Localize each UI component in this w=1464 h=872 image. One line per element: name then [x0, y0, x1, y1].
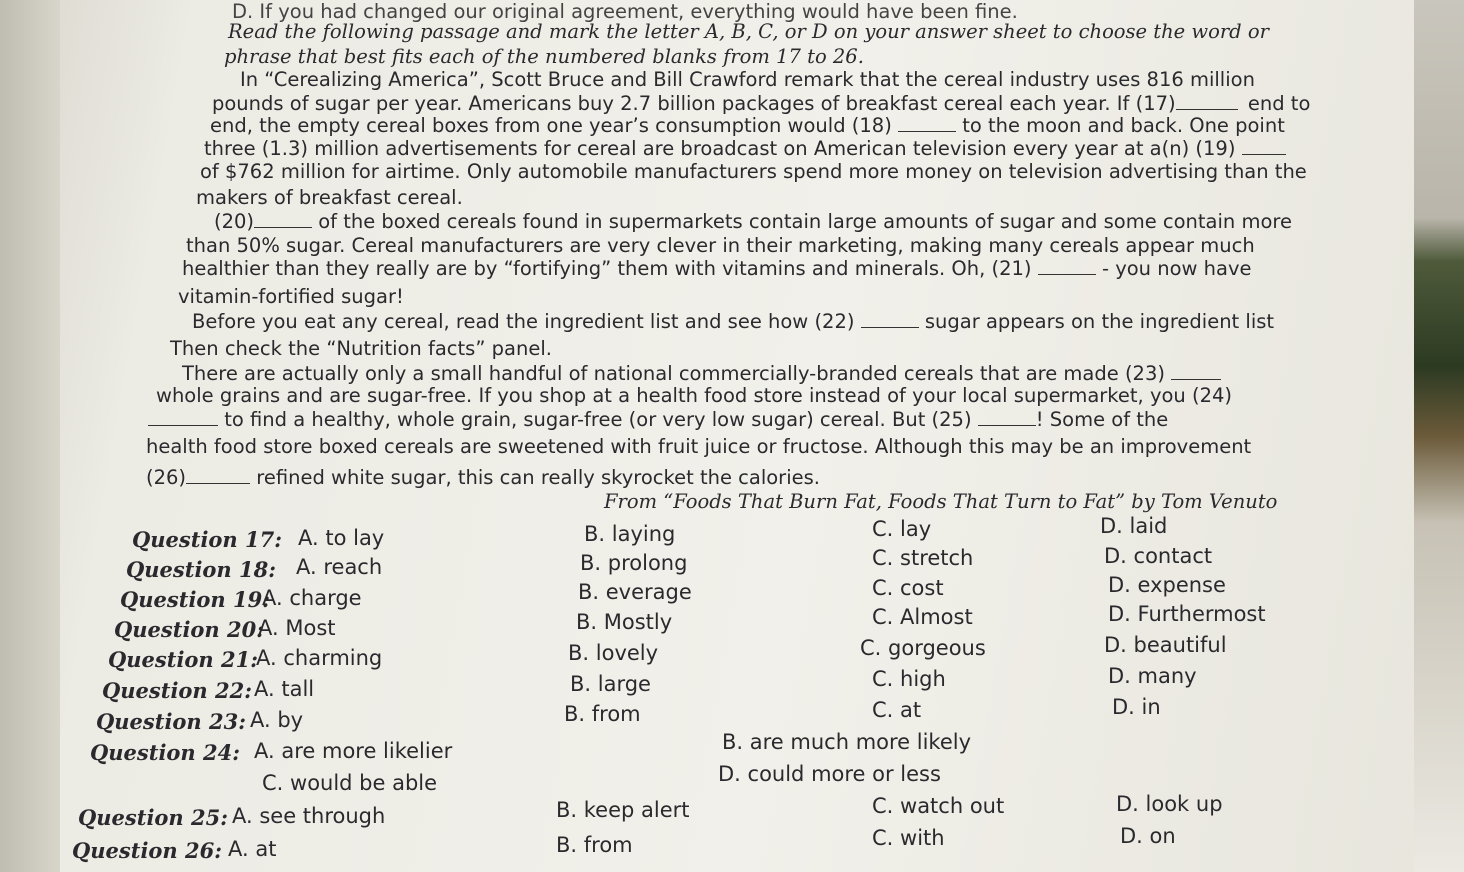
- option-b: B. laying: [584, 522, 676, 546]
- option-a: A. Most: [258, 616, 336, 640]
- passage-line: Then check the “Nutrition facts” panel.: [170, 337, 552, 360]
- option-a: A. reach: [296, 555, 383, 579]
- option-c: C. high: [872, 667, 946, 691]
- answer-blank-26: [186, 469, 250, 484]
- answer-blank-23: [1171, 365, 1221, 380]
- passage-text: (20): [214, 210, 255, 233]
- passage-line: [214, 210, 1292, 234]
- option-d: D. contact: [1104, 544, 1213, 568]
- option-a: A. are more likelier: [254, 739, 453, 763]
- question-label: Question 25:: [78, 805, 228, 830]
- passage-line: vitamin-fortified sugar!: [178, 285, 404, 308]
- option-c: C. Almost: [872, 605, 973, 629]
- option-b: B. prolong: [580, 551, 688, 575]
- right-edge-photo-strip: [1414, 0, 1464, 872]
- passage-text: of the boxed cereals found in supermarkets contain large amounts of sugar and some contain more: [318, 210, 1292, 233]
- passage-line: [210, 114, 1285, 138]
- passage-text: ! Some of the: [1035, 408, 1169, 431]
- passage-line: [182, 362, 1221, 386]
- passage-text: healthier than they really are by “fortifying” them with vitamins and minerals. Oh, (21): [182, 257, 1032, 280]
- instruction-line-1: Read the following passage and mark the letter A, B, C, or D on your answer sheet to choose the word or: [228, 20, 1269, 43]
- passage-line: [146, 466, 820, 490]
- question-label: Question 21:: [108, 647, 258, 672]
- option-c: C. lay: [872, 517, 932, 541]
- passage-line: [212, 92, 1310, 116]
- option-d: D. in: [1112, 695, 1161, 719]
- option-a: A. at: [228, 837, 277, 861]
- passage-line: In “Cerealizing America”, Scott Bruce and Bill Crawford remark that the cereal industry uses 816 million: [240, 68, 1255, 91]
- option-b: B. large: [570, 672, 651, 696]
- question-label: Question 22:: [102, 678, 252, 703]
- option-d: D. expense: [1108, 573, 1226, 597]
- question-label: Question 24:: [90, 740, 240, 765]
- left-margin-handwriting: [0, 0, 60, 872]
- option-d: D. could more or less: [718, 762, 941, 786]
- passage-text: Before you eat any cereal, read the ingredient list and see how (22): [192, 310, 855, 333]
- option-d: D. many: [1108, 664, 1197, 688]
- passage-text: three (1.3) million advertisements for cereal are broadcast on American television every year at a(n) (19): [204, 137, 1236, 160]
- option-b: B. from: [556, 833, 633, 857]
- answer-blank-20: [254, 213, 312, 228]
- option-c: C. at: [872, 698, 922, 722]
- passage-line: makers of breakfast cereal.: [196, 186, 463, 209]
- option-b: B. keep alert: [556, 798, 690, 822]
- passage-text: - you now have: [1101, 257, 1252, 280]
- option-c: C. gorgeous: [860, 636, 986, 660]
- option-c: C. cost: [872, 576, 944, 600]
- answer-blank-18: [898, 117, 956, 132]
- passage-line: than 50% sugar. Cereal manufacturers are very clever in their marketing, making many cereals appear much: [186, 234, 1255, 257]
- option-a: A. see through: [232, 804, 386, 828]
- option-c: C. watch out: [872, 794, 1005, 818]
- option-b: B. Mostly: [576, 610, 673, 634]
- passage-text: refined white sugar, this can really skyrocket the calories.: [256, 466, 820, 489]
- passage-line: [182, 257, 1252, 281]
- answer-blank-24: [148, 411, 218, 426]
- option-c: C. stretch: [872, 546, 974, 570]
- option-d: D. Furthermost: [1108, 602, 1266, 626]
- passage-line: [204, 137, 1286, 161]
- question-label: Question 26:: [72, 838, 222, 863]
- answer-blank-25: [978, 411, 1036, 426]
- passage-line: health food store boxed cereals are sweetened with fruit juice or fructose. Although this may be an improvement: [146, 435, 1252, 458]
- answer-blank-17: [1176, 95, 1238, 110]
- instruction-line-2: phrase that best fits each of the numbered blanks from 17 to 26.: [224, 45, 864, 68]
- source-citation: From “Foods That Burn Fat, Foods That Turn to Fat” by Tom Venuto: [604, 490, 1278, 513]
- option-a: A. by: [250, 708, 304, 732]
- option-a: A. charge: [262, 586, 362, 610]
- answer-blank-22: [861, 313, 919, 328]
- previous-question-option: D. If you had changed our original agreement, everything would have been fine.: [232, 0, 1018, 23]
- question-label: Question 17:: [132, 527, 282, 552]
- passage-text: sugar appears on the ingredient list: [924, 310, 1275, 333]
- option-a: A. charming: [256, 646, 383, 670]
- option-b: B. everage: [578, 580, 692, 604]
- passage-text: to find a healthy, whole grain, sugar-free (or very low sugar) cereal. But (25): [224, 408, 972, 431]
- question-label: Question 20:: [114, 617, 264, 642]
- option-d: D. on: [1120, 824, 1176, 848]
- option-a: A. to lay: [298, 526, 385, 550]
- passage-line: [148, 408, 1168, 432]
- passage-line: [192, 310, 1274, 334]
- passage-text: end to: [1247, 92, 1311, 115]
- option-d: D. beautiful: [1104, 633, 1227, 657]
- passage-text: There are actually only a small handful of national commercially-branded cereals that are made (23): [182, 362, 1165, 385]
- option-d: D. look up: [1116, 792, 1223, 816]
- question-label: Question 23:: [96, 709, 246, 734]
- passage-text: (26): [146, 466, 187, 489]
- passage-line: whole grains and are sugar-free. If you shop at a health food store instead of your local supermarket, you (24): [156, 384, 1233, 407]
- option-b: B. lovely: [568, 641, 659, 665]
- passage-text: end, the empty cereal boxes from one year’s consumption would (18): [210, 114, 892, 137]
- passage-text: to the moon and back. One point: [962, 114, 1285, 137]
- option-b: B. are much more likely: [722, 730, 972, 754]
- passage-text: pounds of sugar per year. Americans buy 2.7 billion packages of breakfast cereal each year. If (17): [212, 92, 1176, 115]
- answer-blank-21: [1038, 260, 1096, 275]
- question-label: Question 18:: [126, 557, 276, 582]
- answer-blank-19: [1242, 140, 1286, 155]
- option-c: C. with: [872, 826, 945, 850]
- option-d: D. laid: [1100, 514, 1168, 538]
- option-a: A. tall: [254, 677, 315, 701]
- question-label: Question 19:: [120, 587, 270, 612]
- option-c: C. would be able: [262, 771, 438, 795]
- passage-line: of $762 million for airtime. Only automobile manufacturers spend more money on television advertising than the: [200, 160, 1307, 183]
- option-b: B. from: [564, 702, 641, 726]
